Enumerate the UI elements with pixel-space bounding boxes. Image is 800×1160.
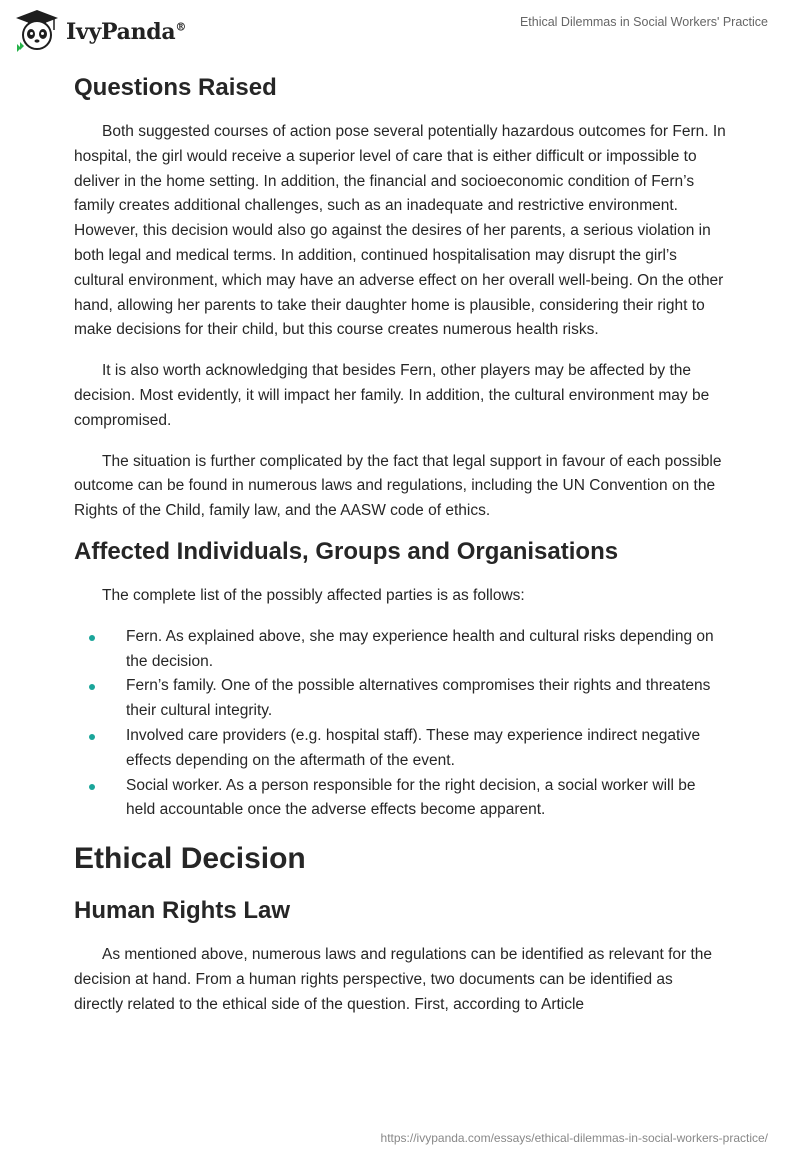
article-body — [74, 70, 726, 1018]
paragraph: The situation is further complicated by the fact that legal support in favour of each possible outcome can be found in numerous laws and regulations, including the UN Convention on the Rights of the Child, family law, and the AASW code of ethics. — [74, 452, 722, 520]
heading-questions-raised: Questions Raised — [74, 74, 277, 101]
heading-affected-parties: Affected Individuals, Groups and Organisations — [74, 537, 619, 565]
document-title: Ethical Dilemmas in Social Workers' Practice — [519, 15, 768, 29]
brand-logo[interactable] — [14, 8, 186, 52]
heading-ethical-decision: Ethical Decision — [74, 842, 306, 876]
bullet-icon — [89, 684, 95, 690]
list-item: Fern. As explained above, she may experience health and cultural risks depending on the decision. — [74, 625, 726, 675]
paragraph: As mentioned above, numerous laws and regulations can be identified as relevant for the decision at hand. From a human rights perspective, two documents can be identified as directly related to the ethical side of the question. First, according to Article — [74, 946, 713, 1013]
registered-mark: ® — [175, 20, 187, 34]
page-header — [0, 0, 800, 60]
paragraph: The complete list of the possibly affected parties is as follows: — [102, 586, 525, 604]
source-url[interactable]: https://ivypanda.com/essays/ethical-dilemmas-in-social-workers-practice/ — [380, 1131, 768, 1145]
list-item: Social worker. As a person responsible for the right decision, a social worker will be held accountable once the adverse effects become apparent. — [74, 774, 726, 824]
affected-parties-list — [74, 625, 726, 823]
bullet-icon — [89, 784, 95, 790]
list-item: Fern’s family. One of the possible alternatives compromises their rights and threatens their cultural integrity. — [74, 674, 726, 724]
paragraph: It is also worth acknowledging that besides Fern, other players may be affected by the decision. Most evidently, it will impact her family. In addition, the cultural environment may be compromised. — [74, 362, 710, 429]
heading-human-rights-law: Human Rights Law — [74, 897, 291, 925]
bullet-icon — [89, 734, 95, 740]
panda-graduate-icon — [14, 8, 60, 52]
brand-name: IvyPanda® — [66, 19, 187, 45]
bullet-icon — [89, 635, 95, 641]
paragraph: Both suggested courses of action pose several potentially hazardous outcomes for Fern. In hospital, the girl would receive a superior level of care that is either difficult or impossible to deliver in the home setting. In addition, the financial and socioeconomic condition of Fern’s family creates additional challenges, such as an inadequate and restrictive environment. However, this decision would also go against the desires of her parents, a serious violation in both legal and medical terms. In addition, continued hospitalisation may disrupt the girl’s cultural environment, which may have an adverse effect on her overall well-being. On the other hand, allowing her parents to take their daughter home is plausible, considering their right to make decisions for their child, but this course creates numerous health risks. — [74, 123, 726, 339]
list-item: Involved care providers (e.g. hospital staff). These may experience indirect negative effects depending on the aftermath of the event. — [74, 724, 726, 774]
